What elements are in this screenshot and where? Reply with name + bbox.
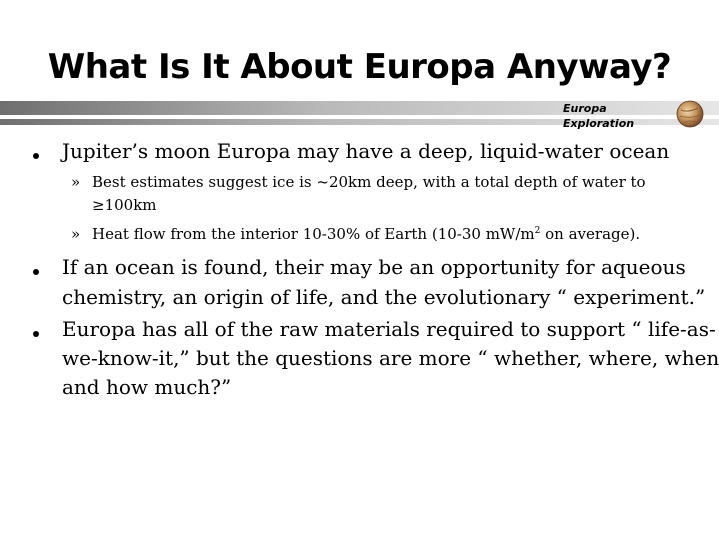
bullet-dot — [33, 153, 39, 159]
sub-bullet-2 — [92, 223, 640, 246]
sub-bullet-1-line-1: Best estimates suggest ice is ~20km deep, with a total depth of water to — [92, 173, 646, 191]
superscript: 2 — [534, 226, 541, 236]
brand-line-1: Europa — [563, 102, 607, 115]
slide-title: What Is It About Europa Anyway? — [47, 47, 672, 87]
sub-bullet-2-text-end: on average). — [540, 225, 641, 243]
bullet-3-line-3: and how much?” — [62, 375, 232, 399]
bullet-dot — [33, 331, 39, 337]
bullet-2-line-2: chemistry, an origin of life, and the evolutionary “ experiment.” — [62, 285, 706, 309]
sub-bullet-1-line-2: ≥100km — [92, 196, 157, 214]
sub-bullet-marker: » — [71, 173, 81, 191]
bullet-3-line-1: Europa has all of the raw materials required to support “ life-as- — [62, 317, 716, 341]
bullet-1-line-1: Jupiter’s moon Europa may have a deep, liquid-water ocean — [62, 139, 670, 163]
sub-bullet-marker: » — [71, 225, 81, 243]
bullet-dot — [33, 269, 39, 275]
sub-bullet-2-text: Heat flow from the interior 10-30% of Earth (10-30 mW/m — [92, 225, 535, 243]
bullet-2-line-1: If an ocean is found, their may be an opportunity for aqueous — [62, 255, 686, 279]
brand-line-2: Exploration — [563, 117, 635, 130]
bullet-3-line-2: we-know-it,” but the questions are more “ whether, where, when — [62, 346, 719, 370]
